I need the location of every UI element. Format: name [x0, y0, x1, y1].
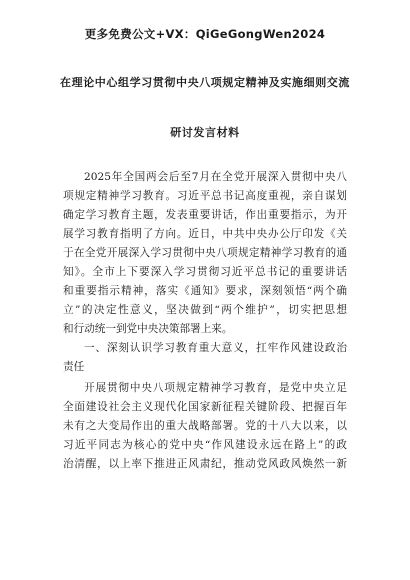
body-line: 确定学习教育主题，发表重要讲话，作出重要指示，为开	[63, 209, 347, 221]
body-line: 和重要指示精神，落实《通知》要求，深刻领悟“两个确	[63, 285, 347, 297]
body-line: 项规定精神学习教育。习近平总书记高度重视，亲自谋划	[63, 190, 347, 202]
promo-header: 更多免费公文+VX：QiGeGongWen2024	[84, 27, 326, 41]
body-line: 开展贯彻中央八项规定精神学习教育，是党中央立足	[84, 382, 347, 394]
body-line: 全面建设社会主义现代化国家新征程关键阶段、把握百年	[63, 401, 347, 413]
body-line: 于在全党开展深入学习贯彻中央八项规定精神学习教育的通	[63, 247, 347, 259]
body-line: 2025年全国两会后至7月在全党开展深入贯彻中央八	[84, 171, 347, 183]
body-line: 展学习教育指明了方向。近日，中共中央办公厅印发《关	[63, 228, 347, 240]
body-line: 未有之大变局作出的重大战略部署。党的十八大以来，以	[63, 420, 347, 432]
body-line: 习近平同志为核心的党中央“作风建设永远在路上”的政	[63, 439, 347, 451]
section-heading-cont: 责任	[63, 361, 85, 373]
document-subtitle: 研讨发言材料	[170, 126, 240, 139]
body-line: 知》。全市上下要深入学习贯彻习近平总书记的重要讲话	[63, 266, 347, 278]
section-heading: 一、深刻认识学习教育重大意义，扛牢作风建设政治	[84, 342, 347, 354]
body-line: 立”的决定性意义，坚决做到“两个维护”，切实把思想	[63, 304, 347, 316]
body-line: 治清醒，以上率下推进正风肃纪，推动党风政风焕然一新	[63, 458, 347, 470]
document-title: 在理论中心组学习贯彻中央八项规定精神及实施细则交流	[60, 76, 350, 89]
body-line: 和行动统一到党中央决策部署上来。	[63, 323, 233, 335]
